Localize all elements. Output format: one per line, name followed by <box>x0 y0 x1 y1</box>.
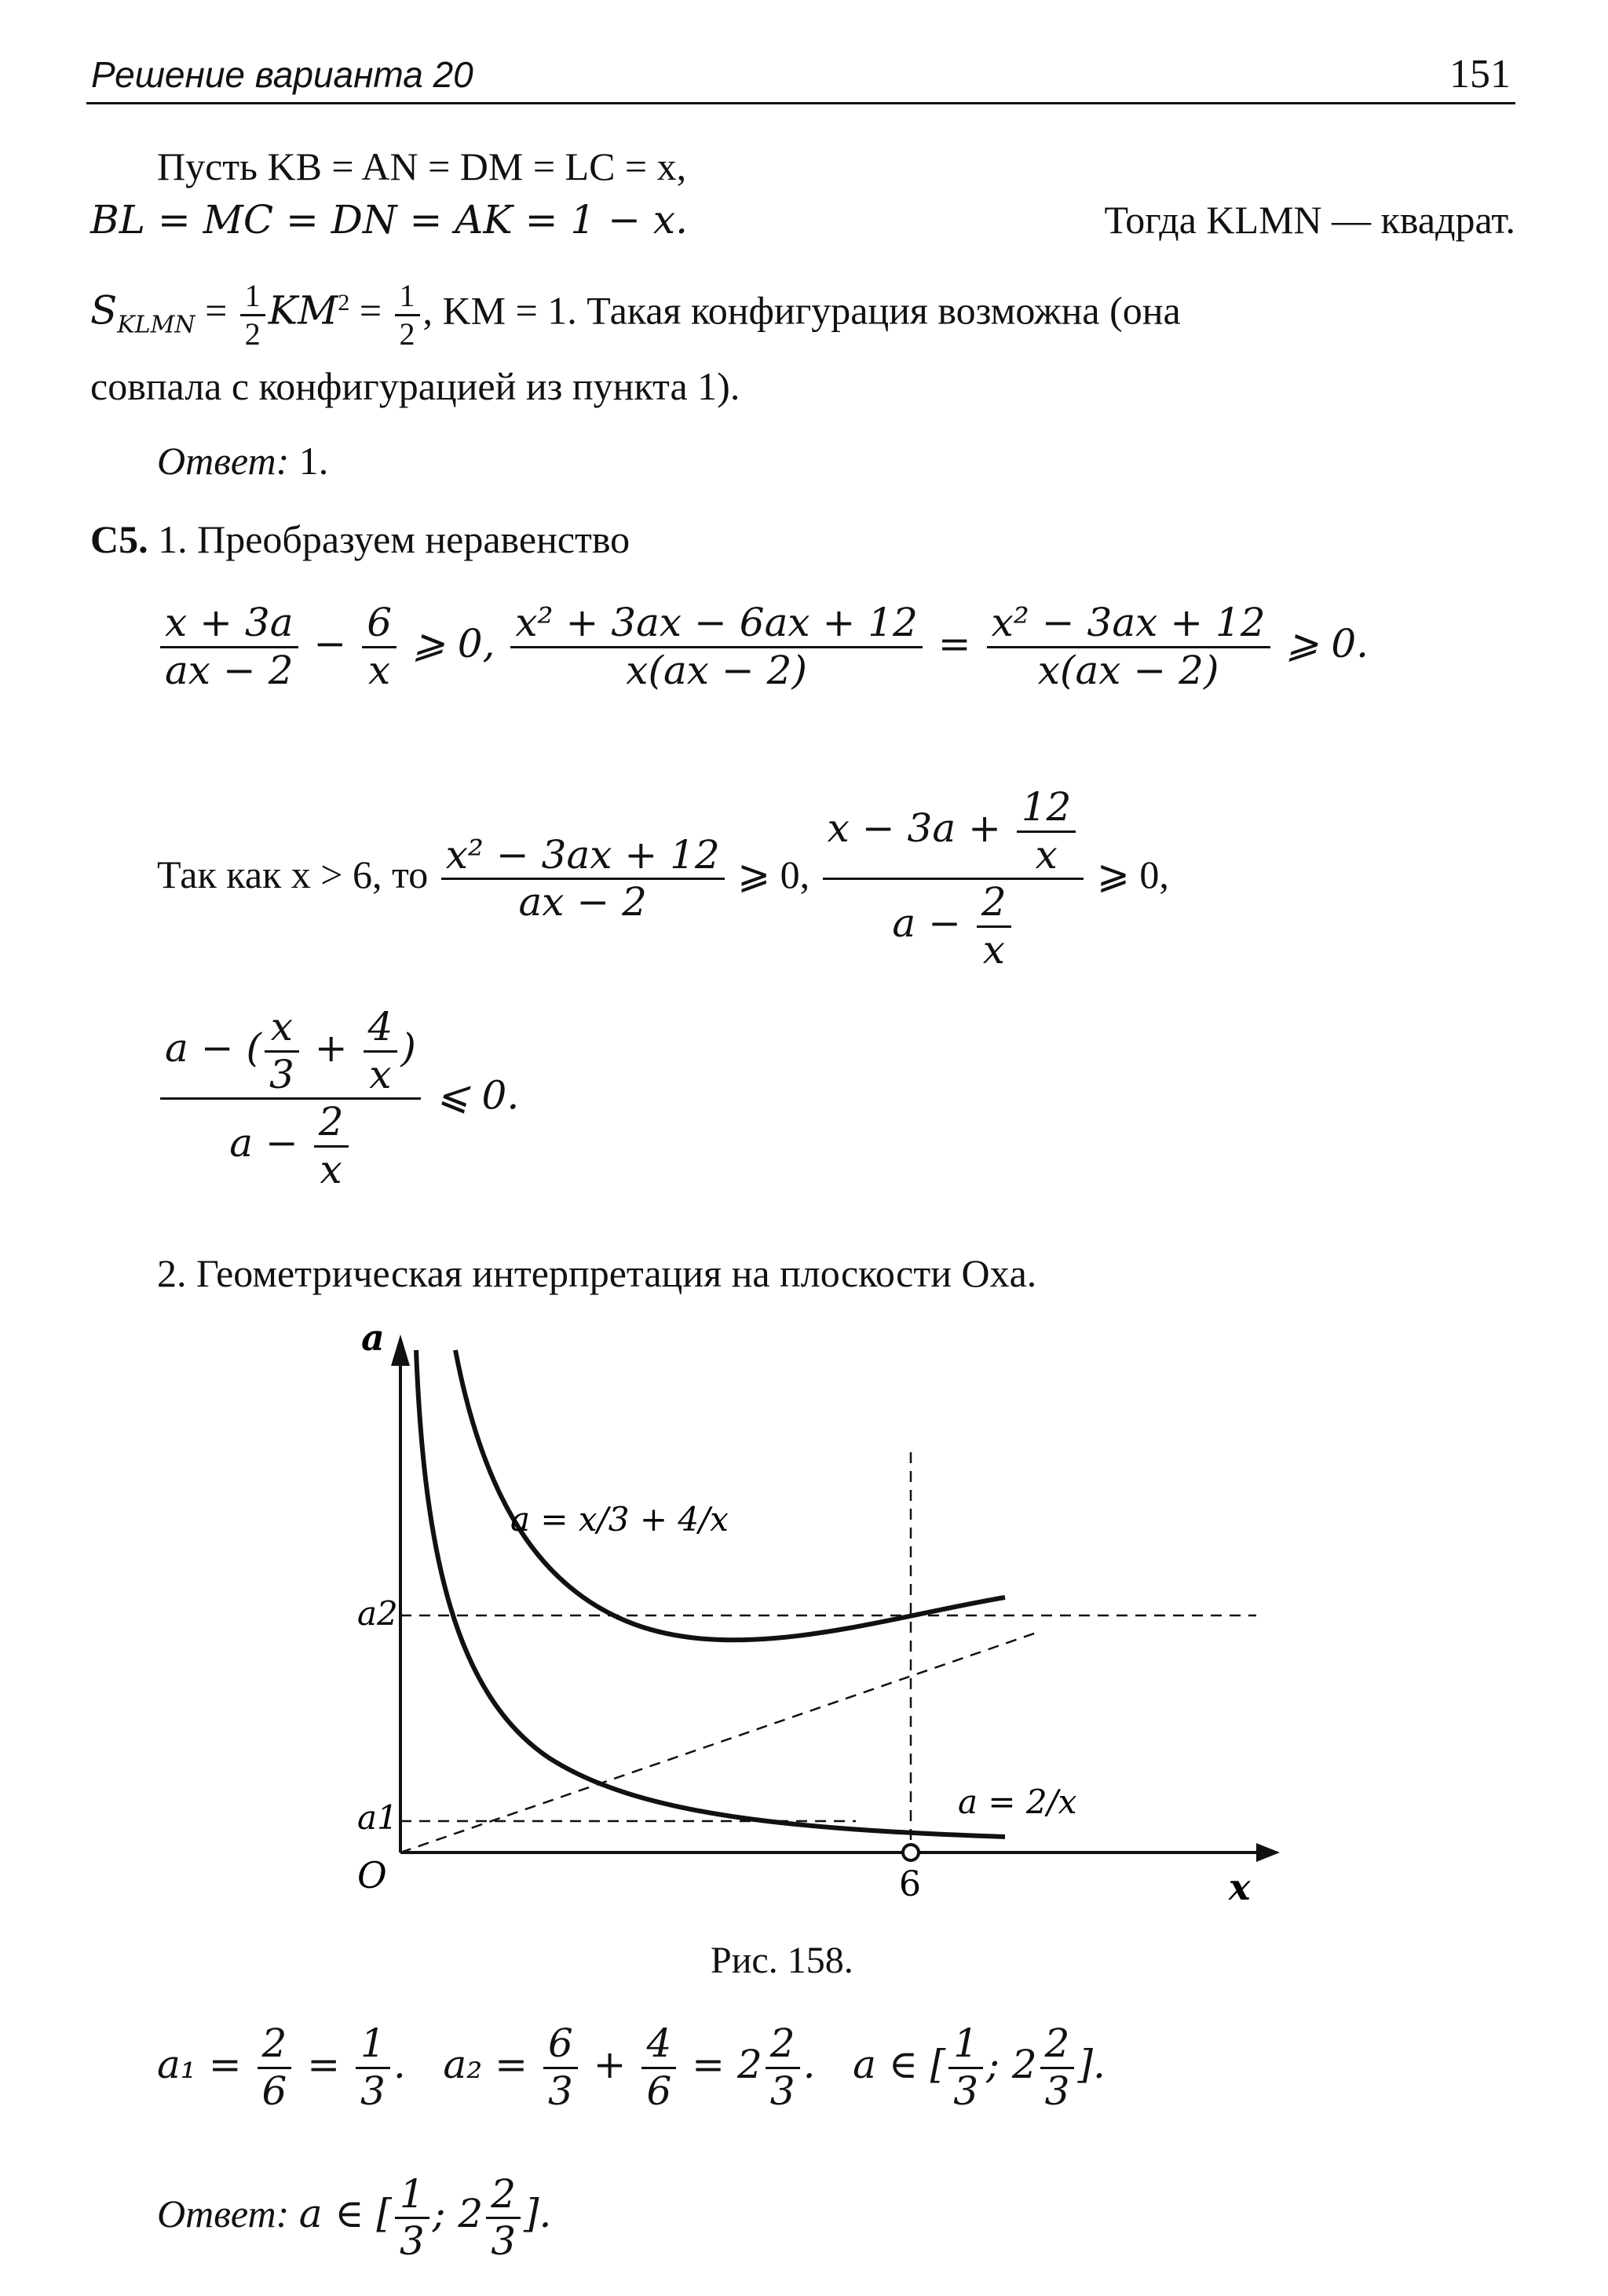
fraction-half-2: $\frac{1}{2}$ <box>395 278 420 352</box>
fraction-half-1: $\frac{1}{2}$ <box>240 278 265 352</box>
a-values-line: a₁ = $\frac{2}{6}$ = $\frac{1}{3}$ . a₂ = $\frac{6}{3}$ + $\frac{4}{6}$ = 2 $\frac{2}{3}$ . a ∈ [ $\frac{1}{3}$ ; 2 $\frac{2}{3}$ ]. <box>157 2020 1106 2114</box>
axis-label-x: x <box>1229 1866 1251 1908</box>
part-2-text: 2. Геометрическая интерпретация на плоскости Oxa. <box>157 1251 1037 1295</box>
a1-label: a1 <box>357 1798 398 1837</box>
point-x6 <box>903 1845 919 1860</box>
s-subscript: KLMN <box>117 311 196 339</box>
c5-text: 1. Преобразуем неравенство <box>158 517 630 561</box>
final-answer-label: Ответ: <box>157 2192 290 2236</box>
line-2-right: Тогда KLMN — квадрат. <box>1104 198 1515 242</box>
line-3-rest: , KM = 1. Такая конфигурация возможна (она <box>422 288 1181 333</box>
figure-158-graph <box>338 1319 1280 1931</box>
tick-6-label: 6 <box>899 1864 921 1904</box>
km-symbol: KM <box>268 287 338 334</box>
line-4: совпала с конфигурацией из пункта 1). <box>90 364 740 408</box>
s-symbol: S <box>90 287 118 334</box>
curve-1-label: a = x/3 + 4/x <box>510 1500 729 1539</box>
page-number: 151 <box>1449 52 1511 97</box>
y-axis-arrow <box>391 1334 410 1366</box>
origin-label: O <box>357 1854 387 1896</box>
line-1 <box>157 141 686 192</box>
running-title: Решение варианта 20 <box>91 54 473 95</box>
curve-a-equals-x-over-3-plus-4-over-x <box>455 1350 1005 1640</box>
a2-label: a2 <box>357 1594 398 1633</box>
final-answer: Ответ: a ∈ [ $\frac{1}{3}$ ; 2 $\frac{2}{3}$ ]. <box>157 2170 552 2265</box>
curve-a-equals-2-over-x <box>416 1350 1005 1837</box>
axis-label-a: a <box>361 1319 385 1359</box>
line-2-left: BL = MC = DN = AK = 1 − x. <box>90 197 689 243</box>
inequality-2: Так как x > 6, то $\frac{\text{x² − 3ax + 12}}{ax - 2}$ ⩾ 0, x − 3a + $\frac{12}{x}$ a − $\frac{2}{x}$ ⩾ 0, <box>157 784 1169 973</box>
answer-1-value: 1. <box>298 439 329 483</box>
answer-1-label: Ответ: <box>157 439 290 483</box>
x-axis-arrow <box>1256 1843 1280 1862</box>
figure-caption: Рис. 158. <box>711 1940 853 1981</box>
c5-heading <box>90 514 630 564</box>
diagonal-dashed-line <box>400 1633 1036 1852</box>
curve-2-label: a = 2/x <box>958 1783 1077 1821</box>
since-text: Так как x > 6, то <box>157 852 429 896</box>
line-1-text: Пусть KB = AN = DM = LC = x, <box>157 144 687 188</box>
line-3: $S_{KLMN}$ = $\frac{1}{2}$ $KM^2$ = $\frac{1}{2}$ , KM = 1. Такая конфигурация возможна (она <box>90 277 1181 352</box>
inequality-3: a − ( $\frac{x}{3}$ + $\frac{4}{x}$ ) a − $\frac{2}{x}$ ⩽ 0. <box>157 1005 519 1192</box>
answer-1 <box>157 436 328 486</box>
running-header <box>86 46 1515 104</box>
c5-label: С5. <box>90 517 148 561</box>
line-2 <box>90 195 1515 245</box>
inequality-1: $\frac{x + 3a}{ax - 2}$ − $\frac{6}{x}$ ⩾ 0, $\frac{\text{x² + 3ax − 6ax + 12}}{x(ax - 2)}$ = $\frac{\text{x² − 3ax + 12}}{x(ax - 2)}$ ⩾ 0. <box>157 597 1369 693</box>
